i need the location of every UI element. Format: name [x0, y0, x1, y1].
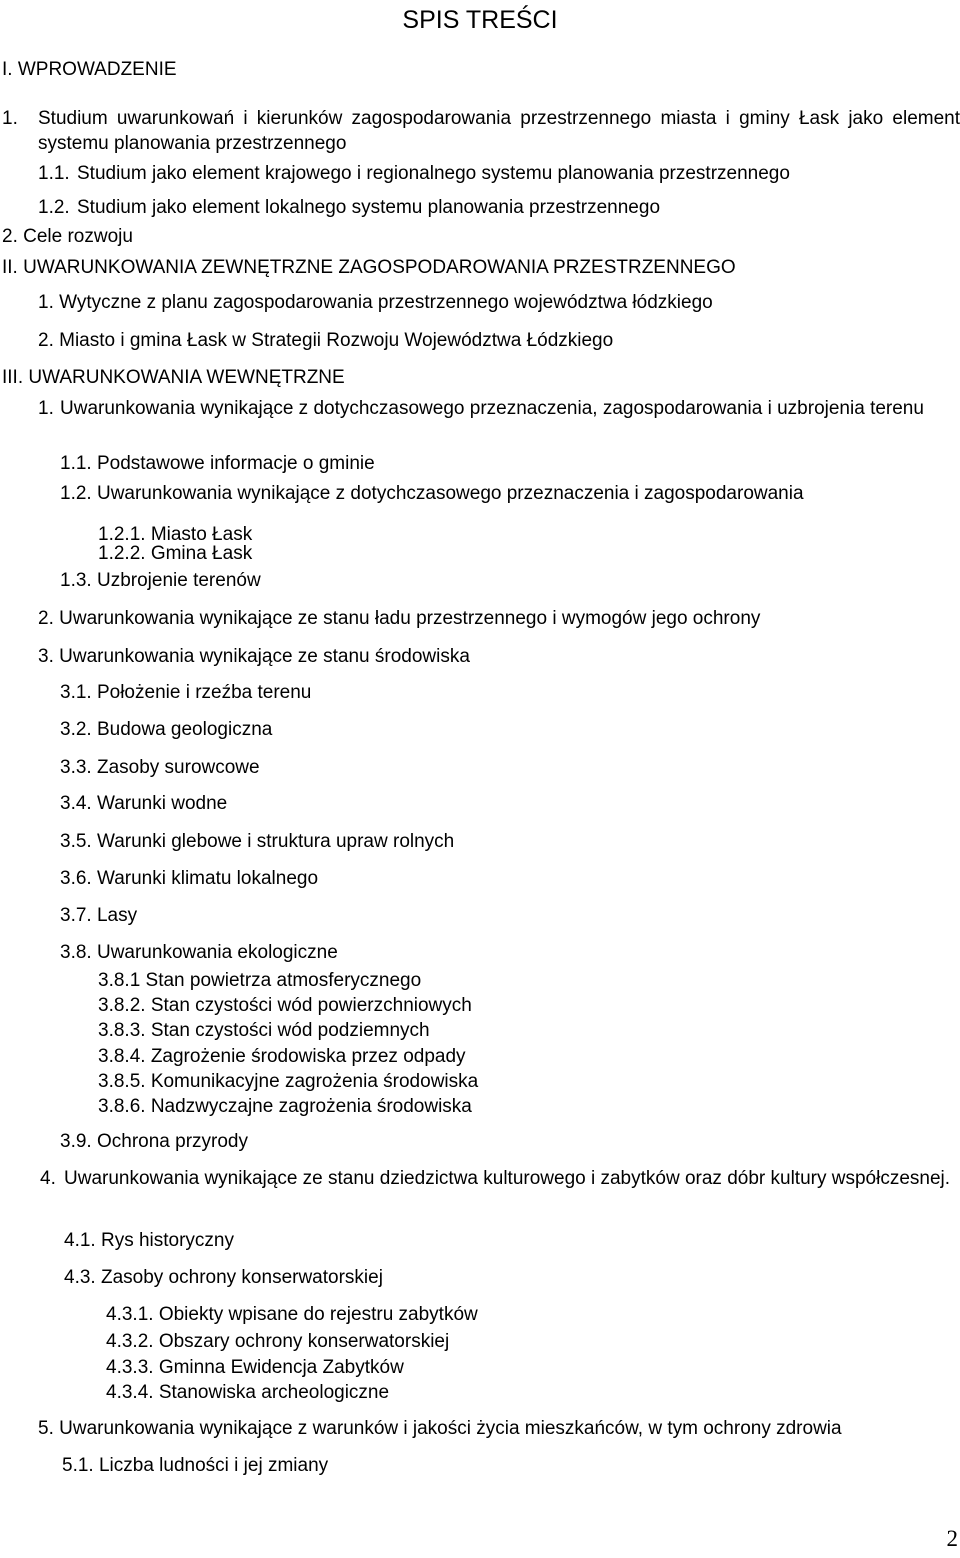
toc-entry-III-4-3-1: 4.3.1. Obiekty wpisane do rejestru zabytków	[106, 1304, 478, 1325]
toc-entry-III-3-8-4: 3.8.4. Zagrożenie środowiska przez odpady	[98, 1046, 466, 1067]
toc-entry-III-2: 2. Uwarunkowania wynikające ze stanu ładu przestrzennego i wymogów jego ochrony	[38, 608, 761, 629]
toc-entry-III-5-1: 5.1. Liczba ludności i jej zmiany	[62, 1455, 329, 1476]
toc-entry-III-3-8: 3.8. Uwarunkowania ekologiczne	[60, 942, 338, 963]
toc-entry-III-1-2-2: 1.2.2. Gmina Łask	[98, 543, 253, 564]
toc-entry-number: 1.1.	[38, 163, 70, 184]
toc-entry-I-1: Studium uwarunkowań i kierunków zagospodarowania przestrzennego miasta i gminy Łask jako element systemu planowania przestrzennego	[38, 108, 960, 154]
toc-entry-III-3-2: 3.2. Budowa geologiczna	[60, 719, 273, 740]
toc-entry-III-3-8-5: 3.8.5. Komunikacyjne zagrożenia środowiska	[98, 1071, 479, 1092]
toc-entry-number: 4.	[40, 1168, 56, 1189]
toc-entry-III-1-2: 1.2. Uwarunkowania wynikające z dotychczasowego przeznaczenia i zagospodarowania	[60, 483, 804, 504]
toc-entry-III-4: Uwarunkowania wynikające ze stanu dziedzictwa kulturowego i zabytków oraz dóbr kultury współczesnej.	[64, 1168, 951, 1189]
toc-entry-III-3-3: 3.3. Zasoby surowcowe	[60, 757, 260, 778]
toc-entry-III-3-8-3: 3.8.3. Stan czystości wód podziemnych	[98, 1020, 430, 1041]
toc-entry-III-4-3: 4.3. Zasoby ochrony konserwatorskiej	[64, 1267, 383, 1288]
toc-entry-III-3-6: 3.6. Warunki klimatu lokalnego	[60, 868, 319, 889]
toc-entry-III-3-7: 3.7. Lasy	[60, 905, 138, 926]
toc-entry-I-1-2: Studium jako element lokalnego systemu planowania przestrzennego	[77, 197, 661, 218]
toc-entry-III-3-8-1: 3.8.1 Stan powietrza atmosferycznego	[98, 970, 422, 991]
toc-entry-III-3-8-2: 3.8.2. Stan czystości wód powierzchniowych	[98, 995, 472, 1016]
toc-entry-I-1-1: Studium jako element krajowego i regionalnego systemu planowania przestrzennego	[77, 163, 790, 184]
toc-entry-III-4-3-3: 4.3.3. Gminna Ewidencja Zabytków	[106, 1357, 404, 1378]
toc-section-I: I. WPROWADZENIE	[2, 59, 177, 80]
toc-entry-III-4-3-2: 4.3.2. Obszary ochrony konserwatorskiej	[106, 1331, 450, 1352]
toc-entry-III-3-9: 3.9. Ochrona przyrody	[60, 1131, 248, 1152]
toc-entry-III-4-3-4: 4.3.4. Stanowiska archeologiczne	[106, 1382, 390, 1403]
toc-entry-III-3-4: 3.4. Warunki wodne	[60, 793, 228, 814]
toc-entry-III-1-2-1: 1.2.1. Miasto Łask	[98, 524, 253, 545]
page-number: 2	[946, 1526, 958, 1551]
toc-entry-III-3-1: 3.1. Położenie i rzeźba terenu	[60, 682, 312, 703]
page-title: SPIS TREŚCI	[402, 6, 558, 34]
toc-entry-III-3-8-6: 3.8.6. Nadzwyczajne zagrożenia środowiska	[98, 1096, 472, 1117]
toc-entry-I-2: 2. Cele rozwoju	[2, 226, 133, 247]
toc-entry-III-1: Uwarunkowania wynikające z dotychczasowego przeznaczenia, zagospodarowania i uzbrojenia terenu	[60, 398, 924, 419]
toc-entry-III-3: 3. Uwarunkowania wynikające ze stanu środowiska	[38, 646, 470, 667]
toc-entry-III-1-1: 1.1. Podstawowe informacje o gminie	[60, 453, 375, 474]
toc-entry-II-2: 2. Miasto i gmina Łask w Strategii Rozwoju Województwa Łódzkiego	[38, 330, 614, 351]
toc-entry-III-3-5: 3.5. Warunki glebowe i struktura upraw rolnych	[60, 831, 455, 852]
toc-section-II: II. UWARUNKOWANIA ZEWNĘTRZNE ZAGOSPODAROWANIA PRZESTRZENNEGO	[2, 257, 736, 278]
toc-section-III: III. UWARUNKOWANIA WEWNĘTRZNE	[2, 367, 345, 388]
toc-entry-III-5: 5. Uwarunkowania wynikające z warunków i jakości życia mieszkańców, w tym ochrony zdrowia	[38, 1418, 842, 1439]
toc-entry-II-1: 1. Wytyczne z planu zagospodarowania przestrzennego województwa łódzkiego	[38, 292, 713, 313]
toc-entry-number: 1.	[38, 398, 54, 419]
toc-entry-III-4-1: 4.1. Rys historyczny	[64, 1230, 234, 1251]
toc-entry-number: 1.	[2, 108, 18, 129]
toc-entry-III-1-3: 1.3. Uzbrojenie terenów	[60, 570, 261, 591]
toc-entry-number: 1.2.	[38, 197, 70, 218]
